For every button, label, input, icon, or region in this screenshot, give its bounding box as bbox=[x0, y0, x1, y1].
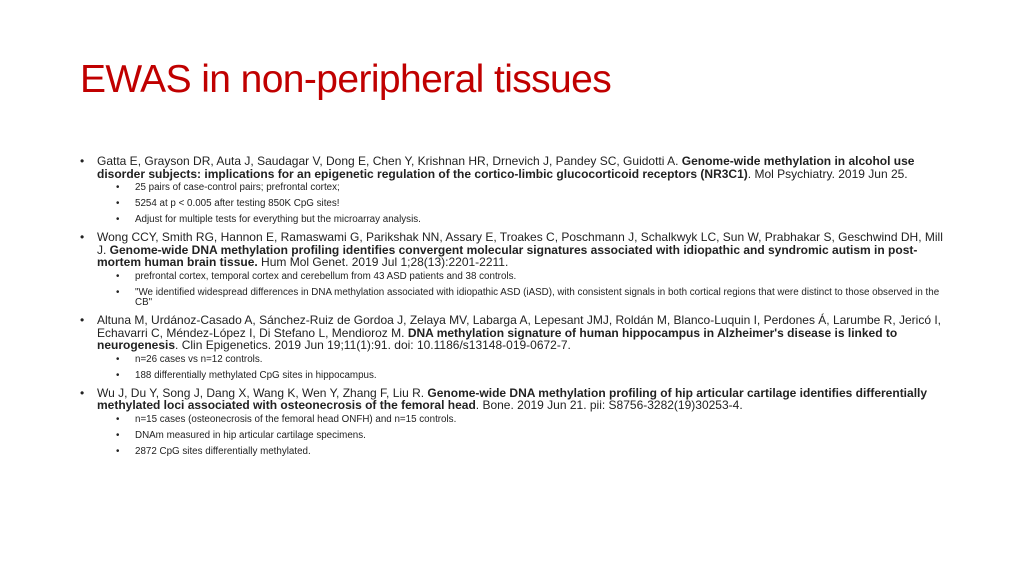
sub-bullet-list bbox=[97, 415, 950, 458]
sub-bullet-icon: • bbox=[116, 369, 120, 381]
reference-entry bbox=[80, 231, 950, 309]
sub-bullet: • 25 pairs of case-control pairs; prefrontal cortex; bbox=[116, 182, 340, 193]
sub-bullet: • DNAm measured in hip articular cartilage specimens. bbox=[116, 429, 366, 441]
slide-title: EWAS in non-peripheral tissues bbox=[80, 58, 612, 101]
sub-bullet: • n=26 cases vs n=12 controls. bbox=[116, 353, 263, 365]
sub-bullet-list bbox=[97, 272, 950, 309]
sub-bullet: • 188 differentially methylated CpG sites in hippocampus. bbox=[116, 369, 377, 381]
sub-bullet-list bbox=[97, 355, 950, 382]
reference-entry bbox=[80, 155, 950, 226]
sub-bullet-icon: • bbox=[116, 429, 120, 441]
bullet-icon: • bbox=[80, 385, 85, 400]
reference-list bbox=[80, 155, 950, 463]
sub-bullet-icon: • bbox=[116, 270, 120, 282]
citation-source: . Clin Epigenetics. 2019 Jun 19;11(1):91. doi: 10.1186/s13148-019-0672-7. bbox=[175, 338, 571, 352]
sub-bullet: • 5254 at p < 0.005 after testing 850K CpG sites! bbox=[116, 198, 340, 209]
bullet-icon: • bbox=[80, 230, 85, 244]
sub-bullet-icon: • bbox=[116, 445, 120, 457]
reference-entry bbox=[80, 314, 950, 381]
sub-bullet: • n=15 cases (osteonecrosis of the femoral head ONFH) and n=15 controls. bbox=[116, 413, 457, 425]
sub-bullet-icon: • bbox=[116, 214, 120, 225]
citation-authors: Wong CCY, Smith RG, Hannon E, Ramaswami G, Parikshak NN, Assary E, Troakes C, Poschmann J, Schalkwyk LC, Sun W, Prabhakar S, Geschwind DH, Mill J. bbox=[97, 230, 943, 257]
citation-title: DNA methylation signature of human hippocampus in Alzheimer's disease is linked to neurogenesis bbox=[97, 325, 898, 352]
citation-title: Genome-wide DNA methylation profiling identifies convergent molecular signatures associated with idiopathic and syndromic autism in post-mortem human brain tissue. bbox=[97, 242, 918, 269]
citation-title: Genome-wide DNA methylation profiling of hip articular cartilage identifies differentially methylated loci associated with osteonecrosis of the femoral head bbox=[97, 385, 928, 412]
reference-citation bbox=[97, 314, 950, 352]
reference-citation bbox=[97, 387, 950, 412]
reference-citation bbox=[97, 231, 950, 269]
sub-bullet-icon: • bbox=[116, 286, 120, 298]
sub-bullet-icon: • bbox=[116, 413, 120, 425]
sub-bullet-icon: • bbox=[116, 182, 120, 193]
citation-source: . Bone. 2019 Jun 21. pii: S8756-3282(19)30253-4. bbox=[475, 398, 743, 412]
bullet-icon: • bbox=[80, 313, 85, 327]
citation-authors: Altuna M, Urdánoz-Casado A, Sánchez-Ruiz de Gordoa J, Zelaya MV, Labarga A, Lepesant JMJ, Roldán M, Blanco-Luquin I, Perdones Á, Larumbe R, Jericó I, Echavarri C, Méndez-López I, Di Stefano L, Mendioroz M. bbox=[97, 313, 942, 340]
reference-citation bbox=[97, 155, 950, 180]
sub-bullet: • prefrontal cortex, temporal cortex and cerebellum from 43 ASD patients and 38 controls. bbox=[116, 270, 517, 282]
sub-bullet: • Adjust for multiple tests for everything but the microarray analysis. bbox=[116, 214, 421, 225]
citation-title: Genome-wide methylation in alcohol use disorder subjects: implications for an epigenetic regulation of the cortico-limbic glucocorticoid receptors (NR3C1) bbox=[97, 154, 915, 181]
citation-authors: Gatta E, Grayson DR, Auta J, Saudagar V, Dong E, Chen Y, Krishnan HR, Drnevich J, Pandey SC, Guidotti A. bbox=[97, 154, 682, 168]
citation-source: Hum Mol Genet. 2019 Jul 1;28(13):2201-2211. bbox=[257, 255, 509, 269]
bullet-icon: • bbox=[80, 154, 85, 168]
reference-entry bbox=[80, 387, 950, 458]
sub-bullet: • 2872 CpG sites differentially methylated. bbox=[116, 445, 311, 457]
sub-bullet-icon: • bbox=[116, 353, 120, 365]
citation-source: . Mol Psychiatry. 2019 Jun 25. bbox=[747, 166, 908, 181]
sub-bullet: • "We identified widespread differences in DNA methylation associated with idiopathic ASD (iASD), with consistent signals in both cortical regions that were distinct to those observed in the CB" bbox=[116, 286, 940, 308]
citation-authors: Wu J, Du Y, Song J, Dang X, Wang K, Wen Y, Zhang F, Liu R. bbox=[97, 385, 428, 400]
sub-bullet-list bbox=[97, 183, 950, 226]
sub-bullet-icon: • bbox=[116, 198, 120, 209]
